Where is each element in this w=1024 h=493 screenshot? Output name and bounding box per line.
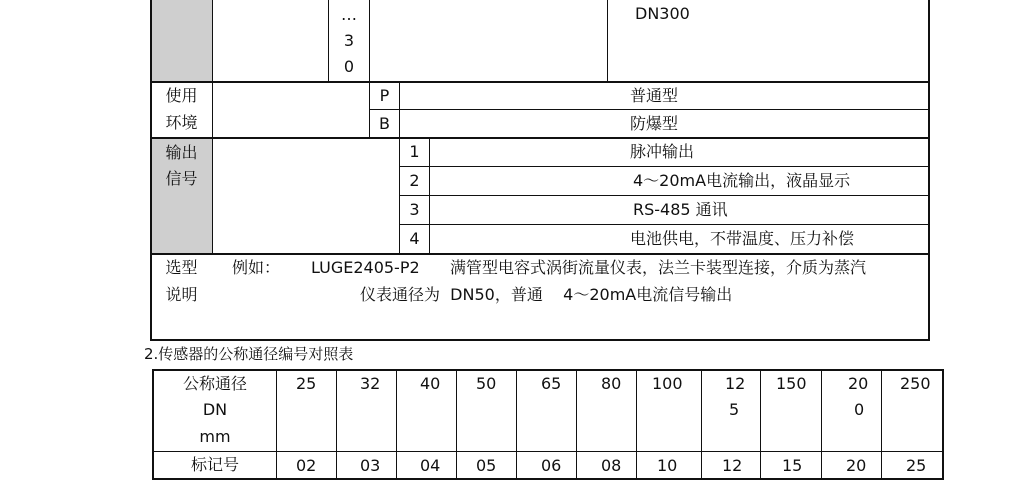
dn-max-value: DN300: [635, 4, 690, 23]
dn-value: 12: [725, 374, 746, 393]
mark-value: 04: [420, 456, 441, 475]
output-code: 3: [409, 200, 420, 219]
table-border: [636, 369, 637, 480]
dn-value: 250: [900, 374, 931, 393]
table-border: [399, 224, 930, 225]
example-model: LUGE2405-P2: [311, 258, 420, 277]
table-border: [456, 369, 457, 480]
environment-desc: 普通型: [630, 86, 679, 105]
dn-value: 65: [541, 374, 562, 393]
dn-value: 32: [360, 374, 381, 393]
dn-header-label: DN: [202, 400, 228, 419]
table-border: [760, 369, 761, 480]
dn-digit: 3: [343, 31, 355, 50]
table-border: [276, 369, 277, 480]
output-desc: RS-485 通讯: [633, 200, 728, 219]
dn-value: 0: [854, 400, 865, 419]
table-border: [399, 82, 400, 138]
mark-value: 25: [906, 456, 927, 475]
table-border: [152, 369, 944, 371]
mark-value: 12: [722, 456, 743, 475]
table-border: [576, 369, 577, 480]
dn-digit: 0: [343, 57, 355, 76]
output-code: 2: [409, 171, 420, 190]
table-border: [150, 137, 930, 139]
selection-label: 选型: [165, 258, 198, 277]
output-desc: 脉冲输出: [630, 142, 695, 161]
output-code: 4: [409, 229, 420, 248]
mark-label: 标记号: [190, 455, 239, 474]
table-border: [516, 369, 517, 480]
dn-value: 5: [729, 400, 740, 419]
table-border: [399, 195, 930, 196]
output-label: 输出: [165, 143, 198, 162]
output-label: 信号: [165, 169, 198, 188]
section-title: 2.传感器的公称通径编号对照表: [144, 345, 354, 363]
mark-value: 15: [782, 456, 803, 475]
dn-value: 80: [601, 374, 622, 393]
table-border: [821, 369, 822, 480]
mark-value: 20: [846, 456, 867, 475]
label-column-shade: [151, 0, 212, 82]
example-text: 满管型电容式涡街流量仪表，法兰卡装型连接，介质为蒸汽: [450, 258, 867, 277]
mark-value: 05: [476, 456, 497, 475]
table-border: [150, 339, 930, 341]
table-border: [429, 138, 430, 254]
mark-value: 10: [657, 456, 678, 475]
table-border: [928, 0, 930, 341]
environment-label: 环境: [165, 113, 198, 132]
table-border: [150, 81, 930, 83]
environment-desc: 防爆型: [630, 114, 679, 133]
dn-value: 50: [476, 374, 497, 393]
mark-value: 08: [601, 456, 622, 475]
dn-header-label: mm: [199, 427, 231, 446]
selection-label: 说明: [165, 285, 198, 304]
example-text: 仪表通径为 DN50，普通 4～20mA电流信号输出: [360, 285, 733, 304]
output-code: 1: [409, 142, 420, 161]
dn-ellipsis: …: [341, 5, 357, 24]
environment-label: 使用: [165, 86, 198, 105]
table-border: [152, 478, 944, 480]
dn-value: 100: [652, 374, 683, 393]
table-border: [336, 369, 337, 480]
table-border: [150, 253, 930, 255]
table-border: [942, 369, 944, 480]
table-border: [212, 0, 213, 254]
dn-value: 40: [420, 374, 441, 393]
dn-value: 150: [776, 374, 807, 393]
example-prefix: 例如：: [232, 258, 281, 277]
table-border: [881, 369, 882, 480]
dn-header-label: 公称通径: [182, 374, 247, 393]
dn-value: 25: [296, 374, 317, 393]
mark-value: 03: [360, 456, 381, 475]
environment-code: P: [379, 86, 390, 105]
mark-value: 02: [296, 456, 317, 475]
mark-value: 06: [541, 456, 562, 475]
table-border: [607, 0, 608, 82]
output-desc: 电池供电，不带温度、压力补偿: [630, 229, 855, 248]
table-border: [369, 109, 930, 110]
output-desc: 4～20mA电流输出，液晶显示: [633, 171, 851, 190]
table-border: [396, 369, 397, 480]
table-border: [399, 166, 930, 167]
table-border: [152, 451, 944, 452]
environment-code: B: [379, 114, 390, 133]
table-border: [701, 369, 702, 480]
dn-value: 20: [848, 374, 869, 393]
